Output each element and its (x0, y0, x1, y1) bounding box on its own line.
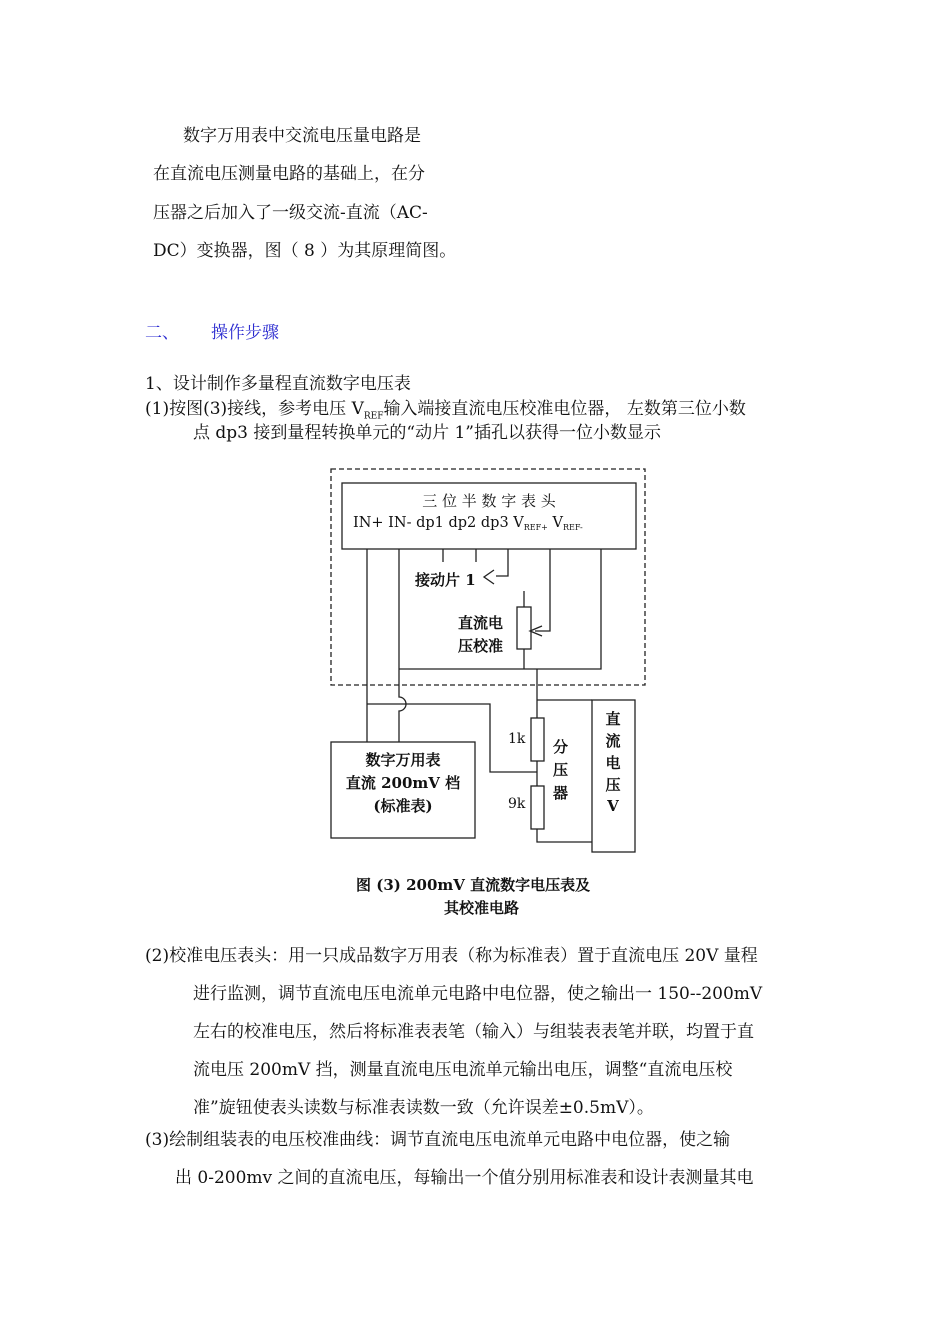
figure-caption-line-1: 图 (3) 200mV 直流数字电压表及 (356, 876, 591, 894)
meter-title: 三 位 半 数 字 表 头 (422, 492, 556, 510)
divider-label-3: 器 (553, 784, 569, 802)
intro-line-3: 压器之后加入了一级交流-直流（AC- (153, 203, 428, 223)
step1-item1-line2: 点 dp3 接到量程转换单元的“动片 1”插孔以获得一位小数显示 (193, 423, 661, 443)
vref-plus-wire (535, 549, 550, 631)
r1-label: 1k (508, 731, 526, 747)
meter-pins: IN+ IN- dp1 dp2 dp3 $V_{REF+}$ $V_{REF-}$ (353, 515, 583, 532)
item2-line-5: 准”旋钮使表头读数与标准表读数一致（允许误差±0.5mV）。 (193, 1098, 654, 1118)
figure-caption-line-2: 其校准电路 (444, 899, 520, 917)
dp3-wire (496, 549, 508, 576)
potentiometer (517, 607, 531, 649)
section-number: 二、 (145, 323, 179, 343)
step1-item1-line1: (1)按图(3)接线，参考电压 $V_{REF}$输入端接直流电压校准电位器， 左数第三位小数 (145, 399, 746, 422)
divider-label-1: 分 (553, 738, 569, 756)
intro-line-2: 在直流电压测量电路的基础上，在分 (153, 164, 425, 184)
item2-line-4: 流电压 200mV 挡，测量直流电压电流单元输出电压，调整“直流电压校 (193, 1060, 733, 1080)
vref-minus-wire (524, 549, 601, 669)
source-label-3: 电 (605, 754, 621, 772)
source-label-4: 压 (605, 776, 621, 794)
source-label-5: V (607, 797, 619, 815)
jumper-arrow (484, 570, 494, 584)
dmm-label-3: (标准表) (373, 797, 433, 815)
resistor-9k (531, 786, 544, 829)
source-label-1: 直 (605, 710, 621, 728)
intro-line-1: 数字万用表中交流电压量电路是 (183, 126, 421, 146)
item2-line-2: 进行监测，调节直流电压电流单元电路中电位器，使之输出一 150--200mV (193, 984, 763, 1004)
divider-label-2: 压 (553, 761, 569, 779)
calib-label-1: 直流电 (458, 614, 504, 632)
step1-heading: 1、设计制作多量程直流数字电压表 (145, 374, 411, 394)
dmm-label-1: 数字万用表 (365, 751, 441, 769)
item3-line-1: (3)绘制组装表的电压校准曲线：调节直流电压电流单元电路中电位器，使之输 (145, 1130, 731, 1150)
section-title: 操作步骤 (211, 323, 279, 343)
dmm-label-2: 直流 200mV 档 (345, 774, 461, 792)
divider-bottom-lead (537, 829, 592, 842)
source-label-2: 流 (605, 732, 621, 750)
jumper-label: 接动片 1 (415, 571, 476, 589)
calib-label-2: 压校准 (458, 637, 504, 655)
item2-line-3: 左右的校准电压，然后将标准表表笔（输入）与组装表表笔并联，均置于直 (193, 1022, 754, 1042)
intro-line-4: DC）变换器，图（ 8 ）为其原理简图。 (153, 241, 457, 261)
resistor-1k (531, 718, 544, 761)
item3-line-2: 出 0-200mv 之间的直流电压，每输出一个值分别用标准表和设计表测量其电 (175, 1168, 754, 1188)
wire-in-minus (399, 549, 406, 742)
vref-subscript: REF (363, 411, 384, 422)
item2-line-1: (2)校准电压表头：用一只成品数字万用表（称为标准表）置于直流电压 20V 量程 (145, 946, 758, 966)
r2-label: 9k (508, 796, 526, 812)
